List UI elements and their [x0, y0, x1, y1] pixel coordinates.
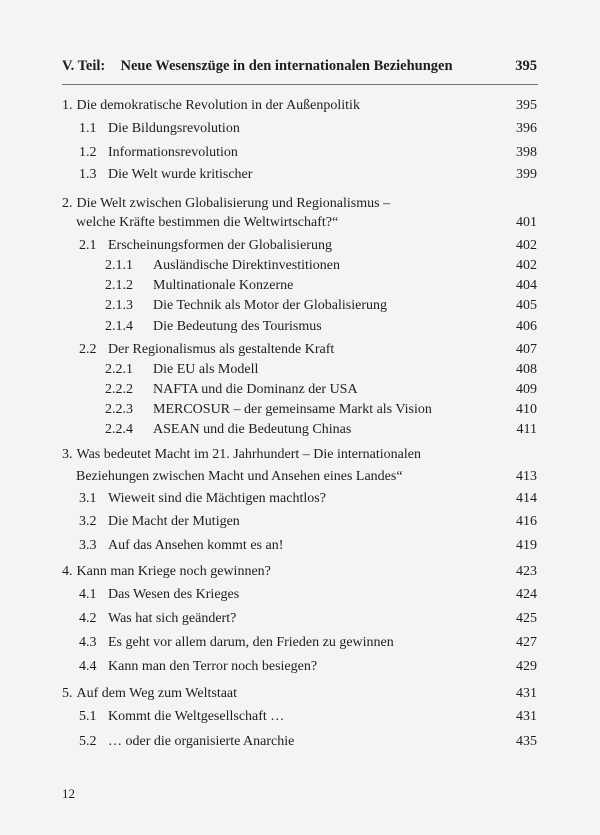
toc-entry	[62, 195, 390, 213]
toc-entry-number: 2.1.1	[105, 258, 133, 273]
toc-entry	[79, 237, 332, 255]
toc-entry-page: 411	[516, 422, 537, 437]
toc-entry-number: 1.3	[79, 167, 97, 182]
part-page-number: 395	[515, 58, 537, 74]
toc-entry	[79, 166, 252, 184]
toc-entry	[79, 634, 394, 652]
toc-entry	[62, 446, 421, 464]
toc-entry-title: ASEAN und die Bedeutung Chinas	[153, 422, 352, 437]
toc-entry-number: 2.1.3	[105, 298, 133, 313]
toc-entry-title: Das Wesen des Krieges	[108, 587, 240, 602]
toc-entry-page: 398	[516, 145, 537, 160]
toc-entry-title: Kommt die Weltgesellschaft …	[108, 709, 285, 724]
toc-entry-title: MERCOSUR – der gemeinsame Markt als Vision	[153, 402, 432, 417]
toc-entry-page: 395	[516, 98, 537, 113]
toc-entry-page: 423	[516, 564, 537, 579]
toc-entry-title: Die EU als Modell	[153, 362, 259, 377]
toc-entry-title: Wieweit sind die Mächtigen machtlos?	[108, 491, 326, 506]
toc-entry-page: 431	[516, 709, 537, 724]
toc-entry-number: 1.2	[79, 145, 97, 160]
toc-entry-title: Was hat sich geändert?	[108, 611, 237, 626]
part-heading	[62, 57, 453, 75]
toc-entry-title: Die Welt zwischen Globalisierung und Regionalismus –	[76, 196, 391, 211]
part-label: V. Teil:	[62, 58, 106, 74]
toc-entry-page: 414	[516, 491, 537, 506]
toc-entry-page: 399	[516, 167, 537, 182]
toc-entry-number: 5.	[62, 686, 73, 701]
toc-entry	[105, 257, 340, 275]
toc-entry-title: Kann man Kriege noch gewinnen?	[76, 564, 271, 579]
toc-entry-page: 429	[516, 659, 537, 674]
toc-entry-page: 416	[516, 514, 537, 529]
toc-entry-title: Auf das Ansehen kommt es an!	[108, 538, 284, 553]
toc-entry-number: 3.	[62, 447, 73, 462]
toc-entry-number: 1.	[62, 98, 73, 113]
toc-entry-page: 402	[516, 258, 537, 273]
toc-entry-title: Auf dem Weg zum Weltstaat	[76, 686, 238, 701]
toc-entry-title: Kann man den Terror noch besiegen?	[108, 659, 318, 674]
toc-entry-title: Die Welt wurde kritischer	[108, 167, 253, 182]
toc-entry-number: 2.1	[79, 238, 97, 253]
toc-entry-number: 2.2.3	[105, 402, 133, 417]
toc-entry	[79, 586, 239, 604]
page-number-footer: 12	[62, 786, 75, 801]
toc-entry-number: 2.2	[79, 342, 97, 357]
toc-entry-number: 4.2	[79, 611, 97, 626]
toc-entry-number: 2.1.4	[105, 319, 133, 334]
toc-entry-title: Die Macht der Mutigen	[108, 514, 240, 529]
toc-entry-title: welche Kräfte bestimmen die Weltwirtschaft?“	[76, 215, 339, 230]
toc-entry-number: 3.2	[79, 514, 97, 529]
toc-entry-title: Die Bedeutung des Tourismus	[153, 319, 322, 334]
toc-entry-title: Erscheinungsformen der Globalisierung	[108, 238, 332, 253]
toc-entry-page: 396	[516, 121, 537, 136]
toc-entry	[105, 361, 258, 379]
toc-entry	[62, 563, 271, 581]
toc-entry-title: Die Technik als Motor der Globalisierung	[153, 298, 387, 313]
toc-entry-page: 401	[516, 215, 537, 230]
toc-entry-title: Beziehungen zwischen Macht und Ansehen eines Landes“	[76, 469, 403, 484]
toc-entry-page: 409	[516, 382, 537, 397]
toc-entry	[105, 381, 358, 399]
toc-entry-page: 419	[516, 538, 537, 553]
toc-entry-number: 5.1	[79, 709, 97, 724]
toc-entry-number: 1.1	[79, 121, 97, 136]
toc-entry-title: Die demokratische Revolution in der Außenpolitik	[76, 98, 360, 113]
toc-entry	[79, 537, 283, 555]
toc-entry	[79, 610, 236, 628]
toc-entry-title: Es geht vor allem darum, den Frieden zu gewinnen	[108, 635, 394, 650]
toc-entry	[105, 297, 387, 315]
toc-entry-page: 407	[516, 342, 537, 357]
toc-entry	[62, 685, 237, 703]
toc-entry-number: 3.3	[79, 538, 97, 553]
toc-entry-title: Die Bildungsrevolution	[108, 121, 240, 136]
toc-entry-number: 2.2.2	[105, 382, 133, 397]
toc-entry-title: NAFTA und die Dominanz der USA	[153, 382, 358, 397]
toc-entry-page: 404	[516, 278, 537, 293]
toc-entry	[79, 341, 334, 359]
toc-entry	[105, 277, 293, 295]
toc-entry-title: … oder die organisierte Anarchie	[108, 734, 295, 749]
toc-entry-number: 4.	[62, 564, 73, 579]
toc-entry-page: 408	[516, 362, 537, 377]
toc-entry-number: 5.2	[79, 734, 97, 749]
toc-entry	[79, 733, 294, 751]
toc-entry-page: 406	[516, 319, 537, 334]
toc-entry-page: 431	[516, 686, 537, 701]
toc-entry	[105, 421, 351, 439]
toc-entry-number: 4.3	[79, 635, 97, 650]
toc-entry-title: Was bedeutet Macht im 21. Jahrhundert – Die internationalen	[76, 447, 421, 462]
toc-entry-page: 402	[516, 238, 537, 253]
toc-entry-title: Informationsrevolution	[108, 145, 238, 160]
toc-entry-page: 427	[516, 635, 537, 650]
toc-entry-page: 413	[516, 469, 537, 484]
part-title: Neue Wesenszüge in den internationalen Beziehungen	[120, 58, 453, 74]
toc-entry-page: 410	[516, 402, 537, 417]
toc-entry	[105, 318, 322, 336]
toc-entry-title: Multinationale Konzerne	[153, 278, 294, 293]
toc-entry	[62, 214, 338, 232]
toc-entry	[79, 490, 326, 508]
toc-entry-number: 3.1	[79, 491, 97, 506]
toc-entry	[79, 708, 284, 726]
toc-entry	[79, 513, 240, 531]
toc-entry-number: 2.	[62, 196, 73, 211]
toc-entry-number: 2.2.1	[105, 362, 133, 377]
toc-entry-title: Ausländische Direktinvestitionen	[153, 258, 341, 273]
toc-entry-number: 2.2.4	[105, 422, 133, 437]
toc-entry	[79, 144, 238, 162]
toc-entry	[79, 120, 240, 138]
toc-entry-number: 4.1	[79, 587, 97, 602]
toc-entry-number: 2.1.2	[105, 278, 133, 293]
toc-entry-page: 425	[516, 611, 537, 626]
toc-entry-page: 424	[516, 587, 537, 602]
toc-entry-number: 4.4	[79, 659, 97, 674]
toc-entry	[79, 658, 317, 676]
toc-entry-page: 405	[516, 298, 537, 313]
toc-entry-title: Der Regionalismus als gestaltende Kraft	[108, 342, 335, 357]
toc-entry	[105, 401, 432, 419]
part-divider	[62, 84, 538, 85]
toc-entry	[62, 97, 360, 115]
toc-entry	[62, 468, 403, 486]
toc-entry-page: 435	[516, 734, 537, 749]
